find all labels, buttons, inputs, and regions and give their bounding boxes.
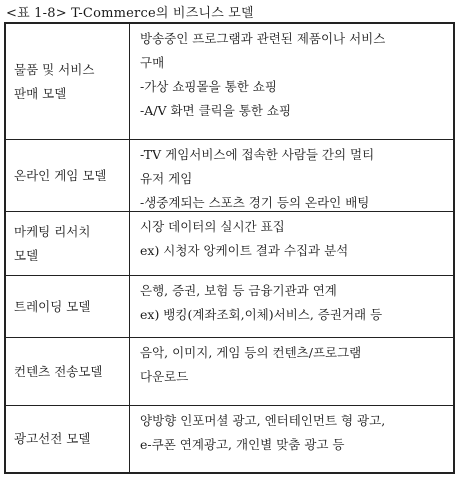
model-name: 트레이딩 모델 (14, 298, 91, 314)
model-name-cell (6, 406, 130, 472)
model-name-cell (6, 338, 130, 406)
description-line: -A/V 화면 클릭을 통한 쇼핑 (140, 103, 292, 118)
model-name: 광고선전 모델 (14, 431, 91, 446)
model-name-cell (6, 212, 130, 276)
description-line: 양방향 인포머셜 광고, 엔터테인먼트 형 광고, (140, 413, 386, 428)
description-line: 구매 (140, 55, 165, 70)
model-name: 모델 (14, 247, 39, 263)
description-line: ex) 시청자 앙케이트 결과 수집과 분석 (140, 243, 349, 258)
model-name: 마케팅 리서치 (14, 223, 91, 239)
description-line: 은행, 증권, 보험 등 금융기관과 연계 (140, 283, 337, 298)
model-name: 온라인 게임 모델 (14, 167, 107, 183)
model-description-cell (130, 276, 453, 338)
description-line: 방송중인 프로그램과 관련된 제품이나 서비스 (140, 31, 386, 46)
model-description-cell (130, 24, 453, 140)
model-name: 컨텐츠 전송모델 (14, 363, 103, 379)
table-caption: <표 1-8> T-Commerce의 비즈니스 모델 (6, 6, 254, 21)
model-name: 물품 및 서비스 (14, 61, 95, 77)
description-line: -가상 쇼핑몰을 통한 쇼핑 (140, 79, 277, 94)
model-description-cell (130, 338, 453, 406)
description-line: 시장 데이터의 실시간 표집 (140, 219, 285, 234)
description-line: 다운로드 (140, 369, 189, 384)
model-description-cell (130, 140, 453, 212)
model-name: 판매 모델 (14, 85, 67, 101)
model-name-cell (6, 24, 130, 140)
description-line: e-쿠폰 연계광고, 개인별 맞춤 광고 등 (140, 437, 345, 452)
description-line: 음악, 이미지, 게임 등의 컨텐츠/프로그램 (140, 345, 362, 360)
model-name-cell (6, 140, 130, 212)
description-line: -생중계되는 스포츠 경기 등의 온라인 배팅 (140, 195, 370, 210)
model-description-cell (130, 212, 453, 276)
description-line: ex) 뱅킹(계좌조회,이체)서비스, 증권거래 등 (140, 307, 383, 322)
description-line: -TV 게임서비스에 접속한 사람들 간의 멀티 (140, 147, 375, 162)
description-line: 유저 게임 (140, 171, 193, 186)
model-description-cell (130, 406, 453, 472)
model-name-cell (6, 276, 130, 338)
business-model-table (4, 22, 455, 474)
